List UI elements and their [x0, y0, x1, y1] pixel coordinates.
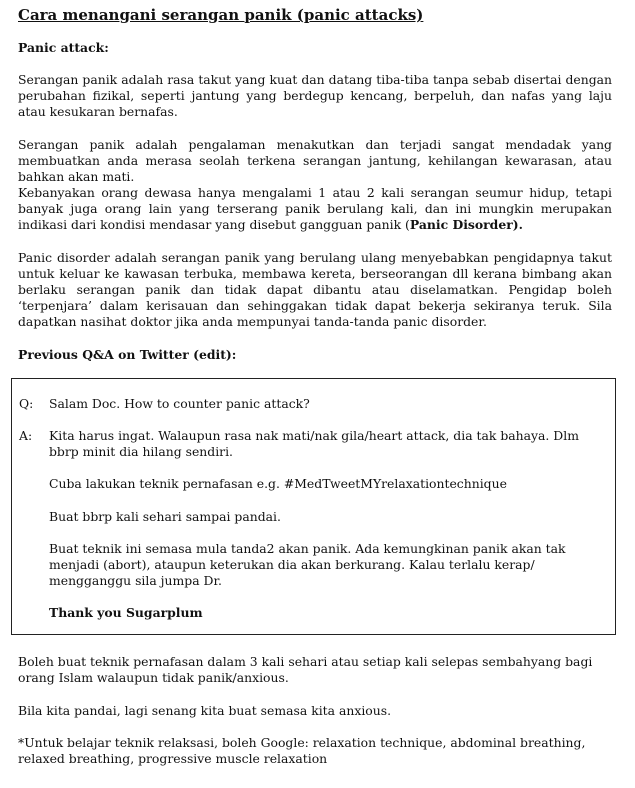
question-label: Q:	[19, 396, 34, 411]
question-text: Salam Doc. How to counter panic attack?	[49, 396, 310, 411]
frequency-paragraph: Kebanyakan orang dewasa hanya mengalami 1 atau 2 kali serangan seumur hidup, tetapi banyak juga orang lain yang terserang panik berulang kali, dan ini mungkin merupakan indikasi dari kondisi mendasar yang disebut gangguan panik (Panic Disorder).	[18, 185, 612, 232]
hashtag-link[interactable]: #MedTweetMYrelaxationtechnique	[283, 476, 507, 491]
qa-heading: Previous Q&A on Twitter (edit):	[18, 347, 237, 362]
panic-disorder-paragraph: Panic disorder adalah serangan panik yang berulang ulang menyebabkan pengidapnya takut untuk keluar ke kawasan terbuka, membawa kereta, berseorangan dll kerana bimbang akan berlaku serangan panik dan tidak dapat dibantu atau diselamatkan. Pengidap boleh ‘terpenjara’ dalam kerisauan dan sehinggakan tidak dapat bekerja sekiranya teruk. Sila dapatkan nasihat doktor jika anda mempunyai tanda-tanda panic disorder.	[18, 250, 612, 329]
page-title: Cara menangani serangan panik (panic attacks)	[18, 6, 424, 24]
practice-line: Buat bbrp kali sehari sampai pandai.	[49, 509, 281, 524]
after-paragraph-2: Bila kita pandai, lagi senang kita buat semasa kita anxious.	[18, 703, 392, 718]
thanks-line: Thank you Sugarplum	[49, 605, 203, 620]
relaxation-note: *Untuk belajar teknik relaksasi, boleh Google: relaxation technique, abdominal breathing, relaxed breathing, progressive muscle relaxation	[18, 735, 586, 766]
qa-box	[11, 378, 616, 635]
experience-paragraph: Serangan panik adalah pengalaman menakutkan dan terjadi sangat mendadak yang membuatkan anda merasa seolah terkena serangan jantung, kehilangan kewarasan, atau bahkan akan mati.	[18, 137, 612, 184]
definition-paragraph: Serangan panik adalah rasa takut yang kuat dan datang tiba-tiba tanpa sebab disertai dengan perubahan fizikal, seperti jantung yang berdegup kencang, berpeluh, dan nafas yang laju atau kesukaran bernafas.	[18, 72, 612, 119]
panic-attack-heading: Panic attack:	[18, 40, 109, 55]
answer-label: A:	[19, 428, 33, 443]
when-line: Buat teknik ini semasa mula tanda2 akan panik. Ada kemungkinan panik akan tak menjadi (abort), ataupun keterukan dia akan berkurang. Kalau terlalu kerap/ mengganggu sila jumpa Dr.	[49, 541, 566, 588]
after-paragraph-1: Boleh buat teknik pernafasan dalam 3 kali sehari atau setiap kali selepas sembahyang bagi orang Islam walaupun tidak panik/anxious.	[18, 654, 593, 685]
panic-disorder-term: Panic Disorder	[409, 217, 513, 232]
technique-line: Cuba lakukan teknik pernafasan e.g. #MedTweetMYrelaxationtechnique	[49, 476, 507, 491]
answer-text: Kita harus ingat. Walaupun rasa nak mati/nak gila/heart attack, dia tak bahaya. Dlm bbrp minit dia hilang sendiri.	[49, 428, 579, 459]
